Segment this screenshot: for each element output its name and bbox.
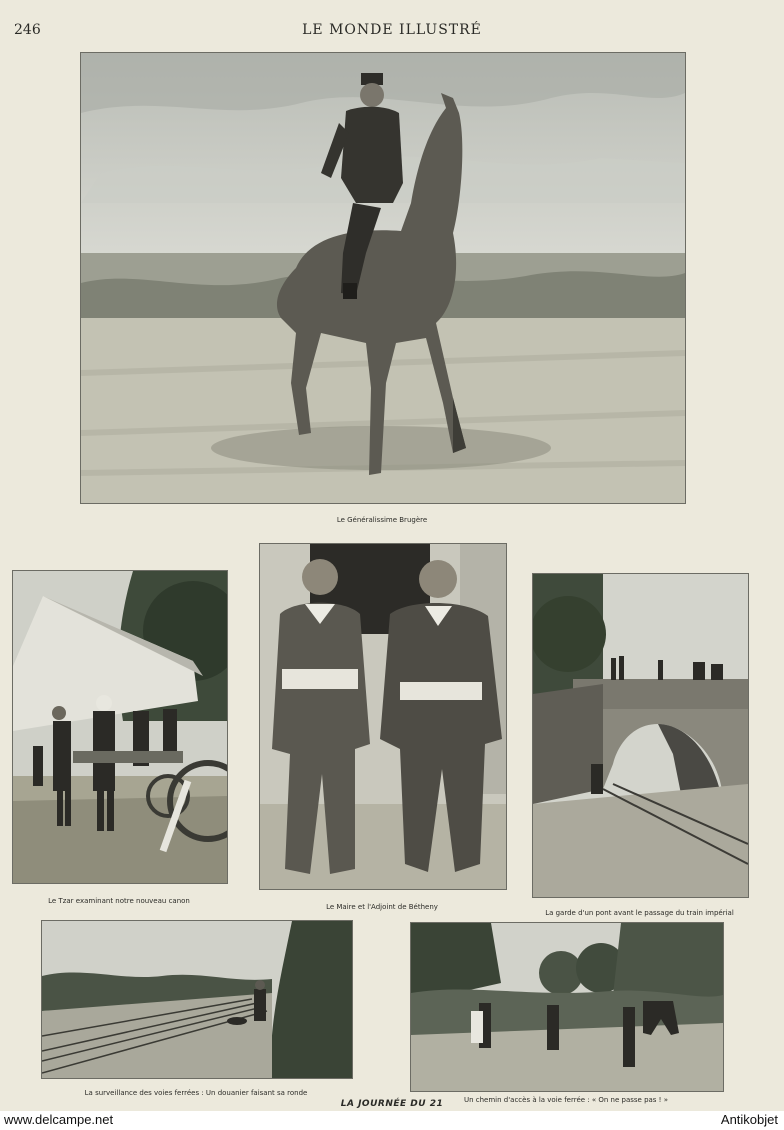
main-illustration <box>80 52 686 504</box>
photo-surveillance-voies <box>41 920 353 1079</box>
watermark-right: Antikobjet <box>720 1112 778 1127</box>
page-number: 246 <box>14 22 41 38</box>
maire-caption: Le Maire et l'Adjoint de Bétheny <box>326 903 438 911</box>
photo-chemin-acces <box>410 922 724 1092</box>
surveillance-caption: La surveillance des voies ferrées : Un douanier faisant sa ronde <box>84 1089 308 1097</box>
masthead: LE MONDE ILLUSTRÉ <box>302 22 482 38</box>
watermark-left: www.delcampe.net <box>4 1112 114 1127</box>
photo-maire-adjoint <box>259 543 507 890</box>
section-title: LA JOURNÉE DU 21 <box>340 1099 444 1109</box>
garde-caption: La garde d'un pont avant le passage du train impérial <box>545 909 734 917</box>
chemin-caption: Un chemin d'accès à la voie ferrée : « On ne passe pas ! » <box>463 1096 668 1104</box>
photo-garde-pont <box>532 573 749 898</box>
watermark-bar <box>0 1111 784 1130</box>
photo-tzar-cannon <box>12 570 228 884</box>
tzar-caption: Le Tzar examinant notre nouveau canon <box>48 897 190 905</box>
main-caption: Le Généralissime Brugère <box>336 516 428 524</box>
